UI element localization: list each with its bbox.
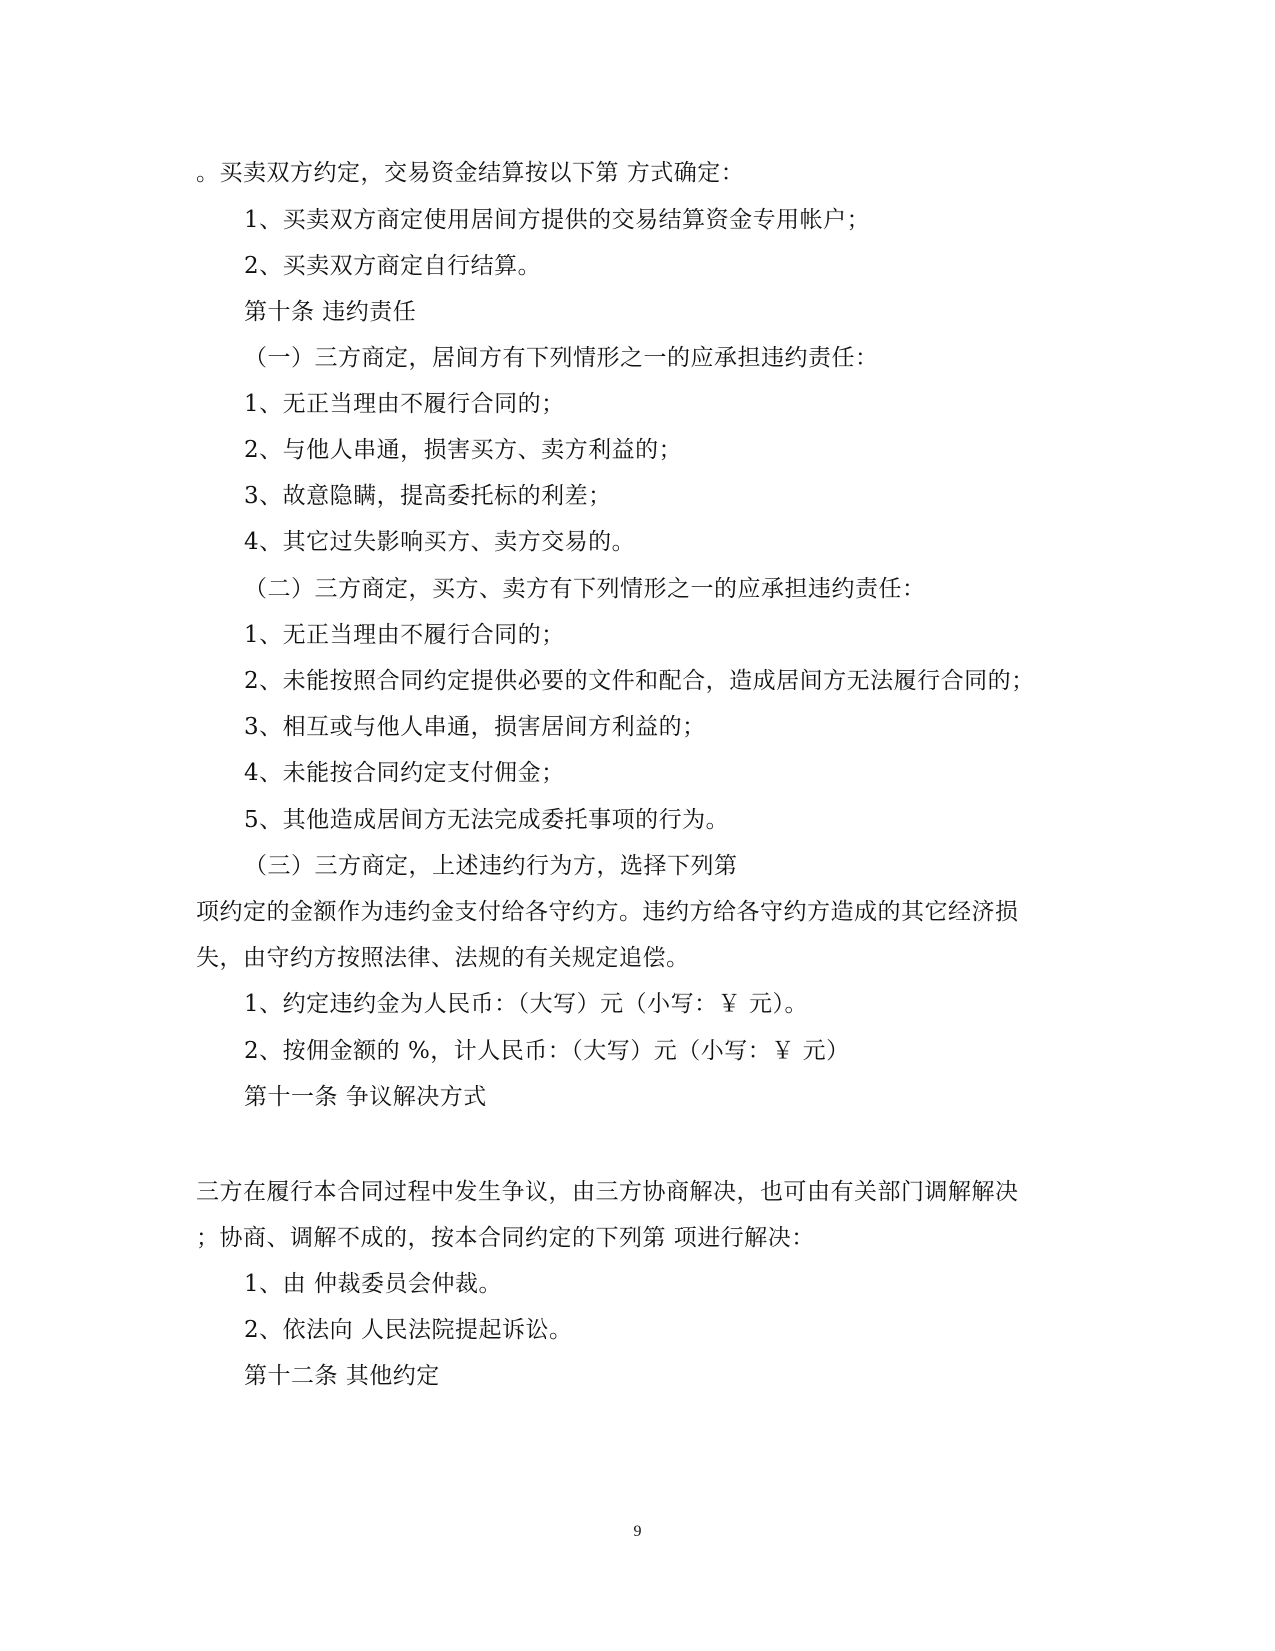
paragraph-line: 5、其他造成居间方无法完成委托事项的行为。 (244, 807, 730, 833)
paragraph-line: 2、按佣金额的 %，计人民币：（大写）元（小写：￥ 元） (244, 1038, 850, 1064)
section-heading: 第十二条 其他约定 (244, 1363, 440, 1389)
paragraph-line: 1、约定违约金为人民币：（大写）元（小写：￥ 元）。 (244, 991, 808, 1017)
paragraph-line: 。买卖双方约定，交易资金结算按以下第 方式确定： (196, 160, 745, 186)
document-body (196, 0, 1076, 1651)
page-number: 9 (633, 1523, 642, 1540)
paragraph-line: 4、其它过失影响买方、卖方交易的。 (244, 529, 636, 555)
paragraph-line: （二）三方商定，买方、卖方有下列情形之一的应承担违约责任： (244, 576, 926, 602)
paragraph-line: （一）三方商定，居间方有下列情形之一的应承担违约责任： (244, 345, 879, 371)
paragraph-line: 2、与他人串通，损害买方、卖方利益的； (244, 437, 683, 463)
paragraph-line: 2、依法向 人民法院提起诉讼。 (244, 1317, 573, 1343)
paragraph-line: 3、故意隐瞒，提高委托标的利差； (244, 483, 612, 509)
paragraph-line: 2、买卖双方商定自行结算。 (244, 253, 542, 279)
paragraph-line: 1、买卖双方商定使用居间方提供的交易结算资金专用帐户； (244, 207, 871, 233)
paragraph-line: 4、未能按合同约定支付佣金； (244, 760, 565, 786)
paragraph-line: 1、无正当理由不履行合同的； (244, 391, 565, 417)
section-heading: 第十一条 争议解决方式 (244, 1084, 487, 1110)
paragraph-line: 项约定的金额作为违约金支付给各守约方。违约方给各守约方造成的其它经济损 (196, 899, 1019, 925)
paragraph-line: 失，由守约方按照法律、法规的有关规定追偿。 (196, 945, 690, 971)
paragraph-line: 1、无正当理由不履行合同的； (244, 622, 565, 648)
paragraph-line: 3、相互或与他人串通，损害居间方利益的； (244, 714, 706, 740)
paragraph-line: 1、由 仲裁委员会仲裁。 (244, 1271, 502, 1297)
section-heading: 第十条 违约责任 (244, 299, 417, 325)
paragraph-line: ；协商、调解不成的，按本合同约定的下列第 项进行解决： (196, 1225, 815, 1251)
paragraph-line: （三）三方商定，上述违约行为方，选择下列第 (244, 853, 738, 879)
paragraph-line: 2、未能按照合同约定提供必要的文件和配合，造成居间方无法履行合同的； (244, 668, 1035, 694)
paragraph-line: 三方在履行本合同过程中发生争议，由三方协商解决，也可由有关部门调解解决 (196, 1179, 1019, 1205)
